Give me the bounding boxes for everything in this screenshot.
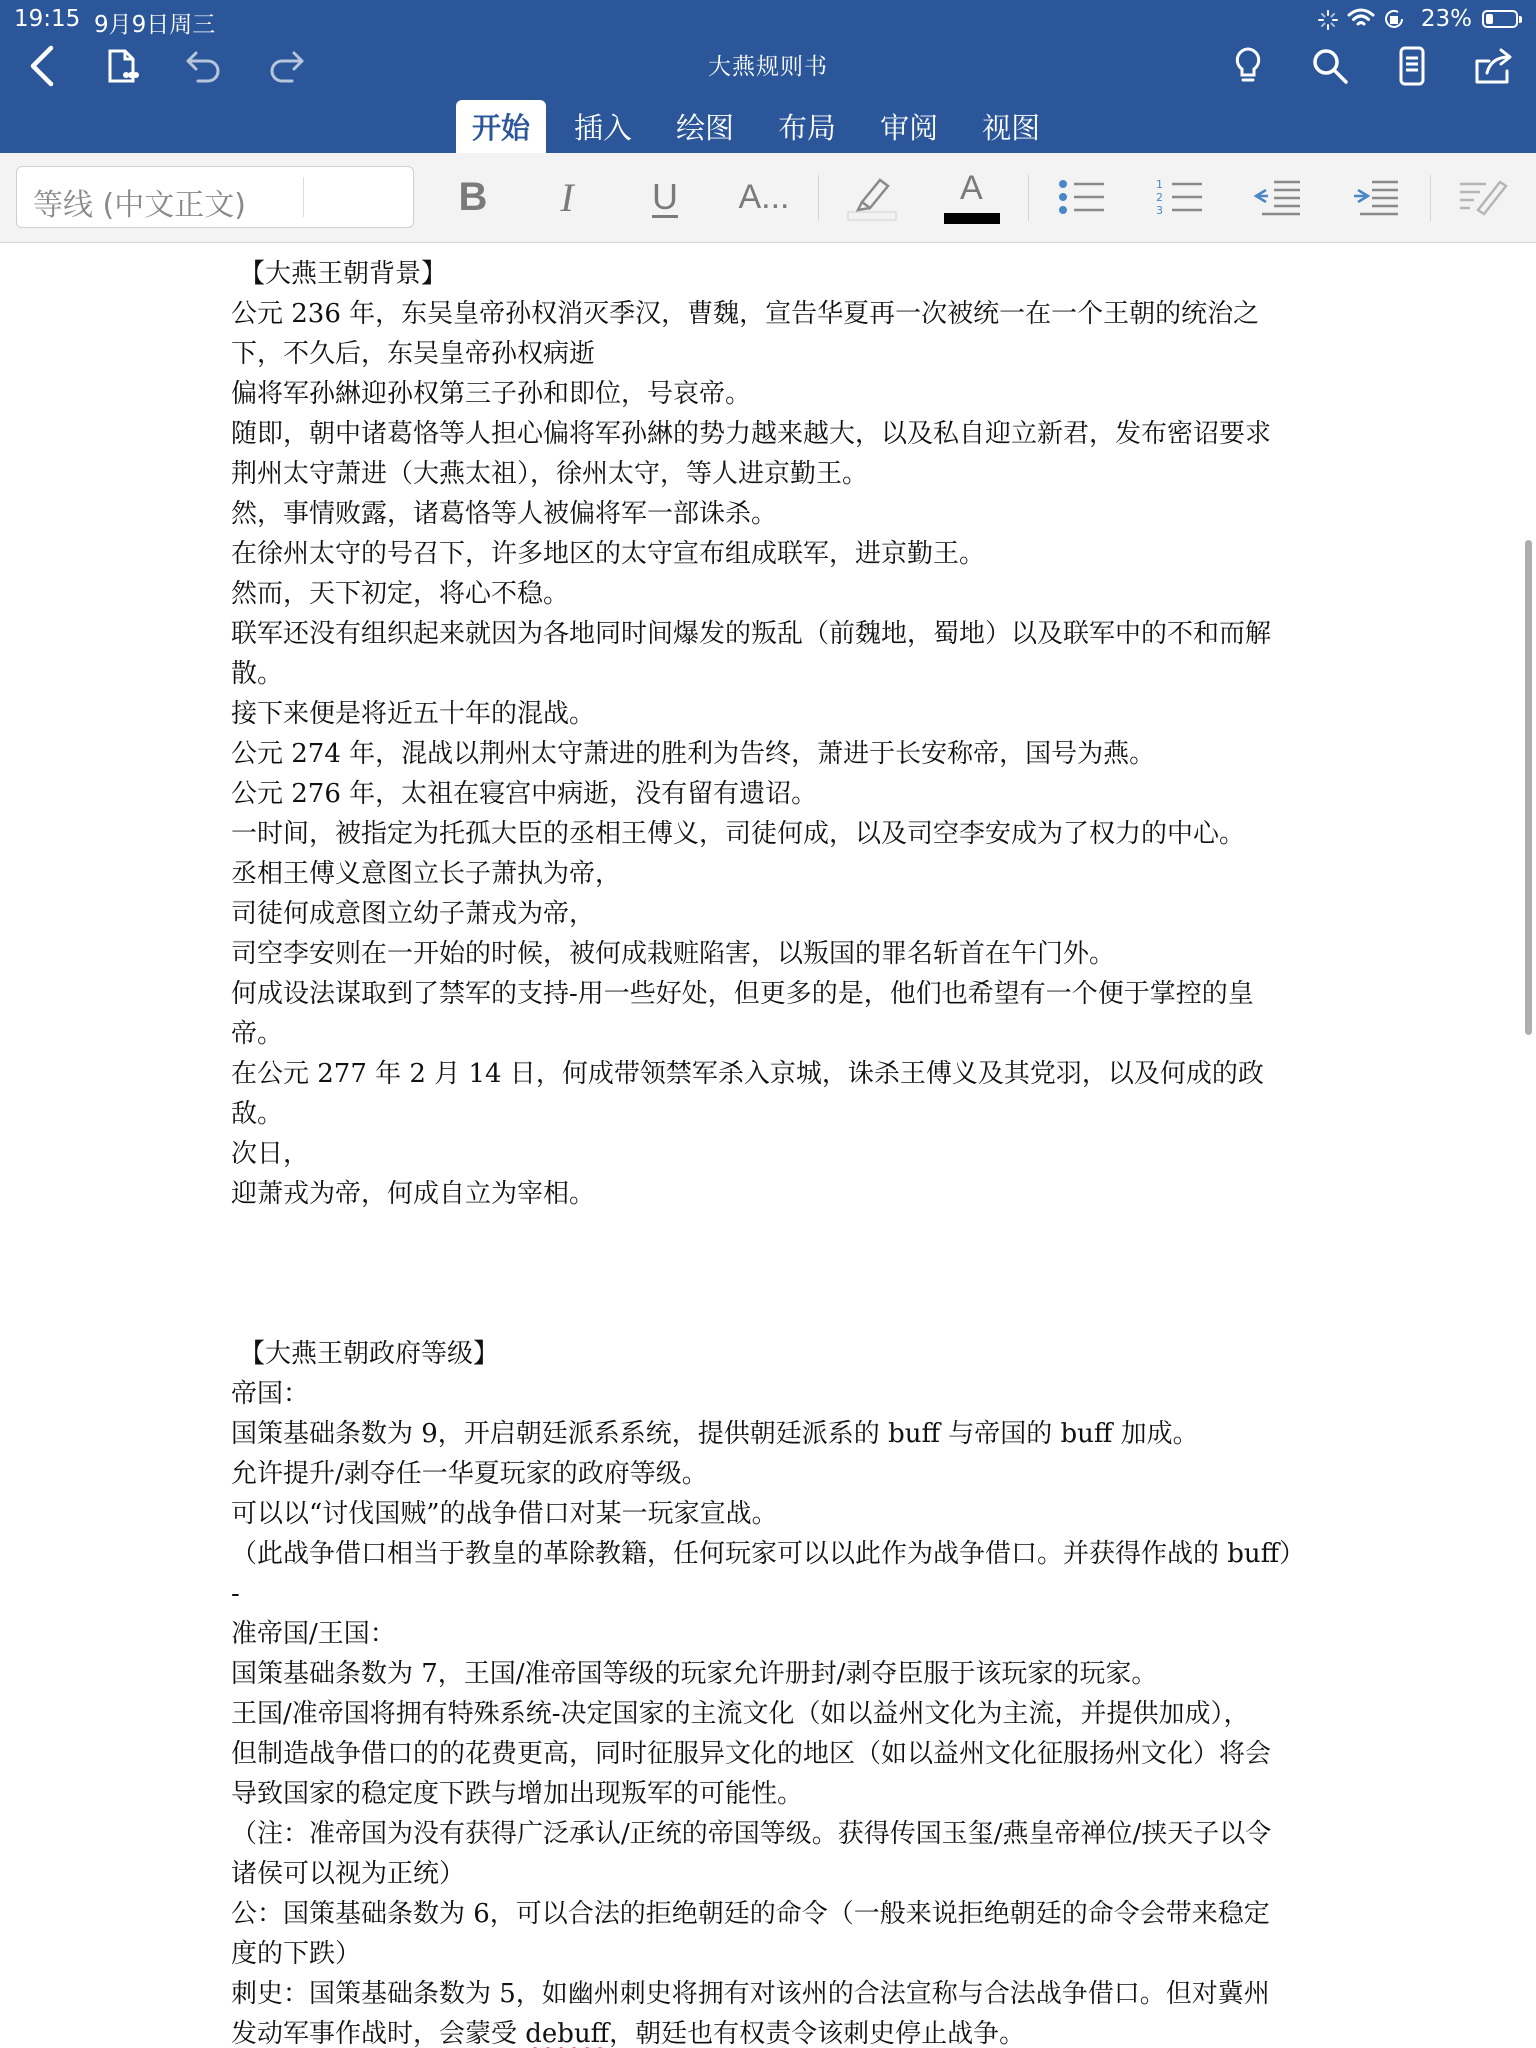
font-color-icon xyxy=(942,169,1002,225)
search-button[interactable] xyxy=(1300,40,1360,92)
paragraph[interactable]: 导致国家的稳定度下跌与增加出现叛军的可能性。 xyxy=(231,1779,804,1809)
wifi-icon xyxy=(1347,7,1375,33)
orientation-lock-icon xyxy=(1383,8,1405,34)
paragraph[interactable]: 公：国策基础条数为 6，可以合法的拒绝朝廷的命令（一般来说拒绝朝廷的命令会带来稳定 xyxy=(231,1899,1270,1929)
paragraph[interactable] xyxy=(231,1254,1311,1294)
tab-draw[interactable]: 绘图 xyxy=(676,111,735,145)
format-toolbar xyxy=(0,153,1536,243)
paragraph[interactable]: 一时间，被指定为托孤大臣的丞相王傅义，司徒何成，以及司空李安成为了权力的中心。 xyxy=(231,819,1246,849)
paragraph[interactable]: 允许提升/剥夺任一华夏玩家的政府等级。 xyxy=(231,1459,708,1489)
status-bar xyxy=(0,0,1536,40)
document-canvas[interactable] xyxy=(0,243,1536,2048)
activity-icon xyxy=(1318,10,1338,34)
tab-review[interactable]: 审阅 xyxy=(880,111,939,145)
font-color-letter: A xyxy=(960,169,983,207)
paragraph[interactable]: 然，事情败露，诸葛恪等人被偏将军一部诛杀。 xyxy=(231,499,778,529)
paragraph[interactable]: 随即，朝中诸葛恪等人担心偏将军孙綝的势力越来越大，以及私自迎立新君，发布密诏要求 xyxy=(231,419,1272,449)
toolbar-divider xyxy=(1430,175,1431,221)
document-body[interactable] xyxy=(231,254,1311,2048)
share-icon xyxy=(1473,47,1515,85)
clear-format-button[interactable] xyxy=(1450,167,1514,227)
font-name-value: 等线 (中文正文) xyxy=(33,188,246,223)
share-button[interactable] xyxy=(1464,40,1524,92)
lightbulb-icon xyxy=(1233,46,1263,86)
paragraph[interactable]: 偏将军孙綝迎孙权第三子孙和即位，号哀帝。 xyxy=(231,379,752,409)
paragraph[interactable]: 次日， xyxy=(231,1139,310,1169)
paragraph[interactable] xyxy=(231,1214,1311,1254)
paragraph[interactable]: 公元 236 年，东吴皇帝孙权消灭季汉，曹魏，宣告华夏再一次被统一在一个王朝的统治之 xyxy=(231,299,1260,329)
paragraph[interactable]: 接下来便是将近五十年的混战。 xyxy=(231,699,596,729)
paragraph[interactable]: 公元 276 年，太祖在寝宫中病逝，没有留有遗诏。 xyxy=(231,779,818,809)
italic-icon: I xyxy=(560,174,574,220)
paragraph[interactable]: 度的下跌） xyxy=(231,1939,362,1969)
svg-text:3: 3 xyxy=(1156,204,1163,217)
paragraph[interactable]: 丞相王傅义意图立长子萧执为帝， xyxy=(231,859,622,889)
paragraph[interactable]: 国策基础条数为 7，王国/准帝国等级的玩家允许册封/剥夺臣服于该玩家的玩家。 xyxy=(231,1659,1158,1689)
paragraph[interactable]: 然而，天下初定，将心不稳。 xyxy=(231,579,570,609)
font-size-divider xyxy=(303,177,304,217)
paragraph[interactable]: 帝。 xyxy=(231,1019,284,1049)
paragraph[interactable]: 荆州太守萧进（大燕太祖），徐州太守，等人进京勤王。 xyxy=(231,459,869,489)
toolbar-divider xyxy=(818,175,819,221)
tab-view[interactable]: 视图 xyxy=(982,111,1041,145)
font-color-swatch xyxy=(944,213,1000,224)
clear-format-icon xyxy=(1456,176,1508,218)
underline-button[interactable] xyxy=(640,167,690,227)
paragraph[interactable]: 但制造战争借口的的花费更高，同时征服异文化的地区（如以益州文化征服扬州文化）将会 xyxy=(231,1739,1272,1769)
highlight-button[interactable] xyxy=(840,167,904,227)
paragraph[interactable]: （此战争借口相当于教皇的革除教籍，任何玩家可以以此作为战争借口。并获得作战的 buff） xyxy=(231,1539,1306,1569)
paragraph[interactable]: 在徐州太守的号召下，许多地区的太守宣布组成联军，进京勤王。 xyxy=(231,539,986,569)
battery-icon xyxy=(1482,10,1518,28)
paragraph[interactable]: 国策基础条数为 9，开启朝廷派系系统，提供朝廷派系的 buff 与帝国的 buff 加成。 xyxy=(231,1419,1199,1449)
vertical-scrollbar[interactable] xyxy=(1525,540,1532,1035)
highlighter-icon xyxy=(842,172,902,222)
bulleted-list-icon xyxy=(1056,176,1108,218)
status-time: 19:15 xyxy=(14,6,81,32)
paragraph[interactable]: 联军还没有组织起来就因为各地同时间爆发的叛乱（前魏地，蜀地）以及联军中的不和而解 xyxy=(231,619,1272,649)
underline-icon: U xyxy=(652,176,678,217)
svg-text:2: 2 xyxy=(1156,191,1163,204)
paragraph[interactable]: 公元 274 年，混战以荆州太守萧进的胜利为告终，萧进于长安称帝，国号为燕。 xyxy=(231,739,1156,769)
tab-home[interactable]: 开始 xyxy=(456,100,546,153)
decrease-indent-button[interactable] xyxy=(1246,167,1310,227)
bold-button[interactable] xyxy=(448,167,498,227)
paragraph[interactable]: 司空李安则在一开始的时候，被何成栽赃陷害，以叛国的罪名斩首在午门外。 xyxy=(231,939,1116,969)
paragraph[interactable]: - xyxy=(231,1579,240,1609)
paragraph[interactable]: 何成设法谋取到了禁军的支持-用一些好处，但更多的是，他们也希望有一个便于掌控的皇 xyxy=(231,979,1254,1009)
paragraph[interactable]: （注：准帝国为没有获得广泛承认/正统的帝国等级。获得传国玉玺/燕皇帝禅位/挟天子以令 xyxy=(231,1819,1272,1849)
paragraph[interactable]: 可以以“讨伐国贼”的战争借口对某一玩家宣战。 xyxy=(231,1499,778,1529)
tab-layout[interactable]: 布局 xyxy=(778,111,837,145)
battery-percent: 23% xyxy=(1420,6,1472,32)
battery-level xyxy=(1486,14,1493,24)
ribbon-tabs xyxy=(456,100,1068,153)
svg-text:1: 1 xyxy=(1156,178,1163,191)
paragraph[interactable]: 散。 xyxy=(231,659,284,689)
section-heading[interactable]: 【大燕王朝背景】 xyxy=(239,259,448,289)
paragraph[interactable]: 帝国： xyxy=(231,1379,310,1409)
toolbar-divider xyxy=(1028,175,1029,221)
paragraph[interactable]: 迎萧戎为帝，何成自立为宰相。 xyxy=(231,1179,596,1209)
paragraph[interactable]: 司徒何成意图立幼子萧戎为帝， xyxy=(231,899,596,929)
decrease-indent-icon xyxy=(1252,176,1304,218)
bold-icon: B xyxy=(458,174,488,219)
search-icon xyxy=(1311,47,1349,85)
paragraph[interactable]: 发动军事作战时，会蒙受 debuff，朝廷也有权责令该刺史停止战争。 xyxy=(231,2019,1026,2048)
section-heading[interactable]: 【大燕王朝政府等级】 xyxy=(239,1339,500,1369)
status-date: 9月9日周三 xyxy=(94,12,216,38)
increase-indent-button[interactable] xyxy=(1344,167,1408,227)
paragraph[interactable] xyxy=(231,1294,1311,1334)
paragraph[interactable]: 刺史：国策基础条数为 5，如幽州刺史将拥有对该州的合法宣称与合法战争借口。但对冀州 xyxy=(231,1979,1270,2009)
numbering-button[interactable] xyxy=(1148,167,1212,227)
paragraph[interactable]: 准帝国/王国： xyxy=(231,1619,396,1649)
paragraph[interactable]: 在公元 277 年 2 月 14 日，何成带领禁军杀入京城，诛杀王傅义及其党羽，以及何成的政敌。 xyxy=(231,1059,1264,1129)
paragraph[interactable]: 下，不久后，东吴皇帝孙权病逝 xyxy=(231,339,596,369)
mobile-view-button[interactable] xyxy=(1382,40,1442,92)
tell-me-button[interactable] xyxy=(1218,40,1278,92)
font-name-field[interactable] xyxy=(16,166,414,228)
bullets-button[interactable] xyxy=(1050,167,1114,227)
paragraph[interactable]: 诸侯可以视为正统） xyxy=(231,1859,466,1889)
paragraph[interactable]: 王国/准帝国将拥有特殊系统-决定国家的主流文化（如以益州文化为主流，并提供加成）， xyxy=(231,1699,1250,1729)
text-effects-button[interactable] xyxy=(734,167,794,227)
font-color-button[interactable] xyxy=(940,167,1004,227)
spelling-error-word[interactable]: debuff xyxy=(525,2019,610,2048)
numbered-list-icon xyxy=(1154,176,1206,218)
tab-insert[interactable]: 插入 xyxy=(574,111,633,145)
document-title: 大燕规则书 xyxy=(708,54,828,80)
increase-indent-icon xyxy=(1350,176,1402,218)
italic-button[interactable] xyxy=(542,167,592,227)
app-header xyxy=(0,0,1536,153)
phone-layout-icon xyxy=(1398,46,1426,86)
text-effects-icon: A... xyxy=(738,177,790,216)
